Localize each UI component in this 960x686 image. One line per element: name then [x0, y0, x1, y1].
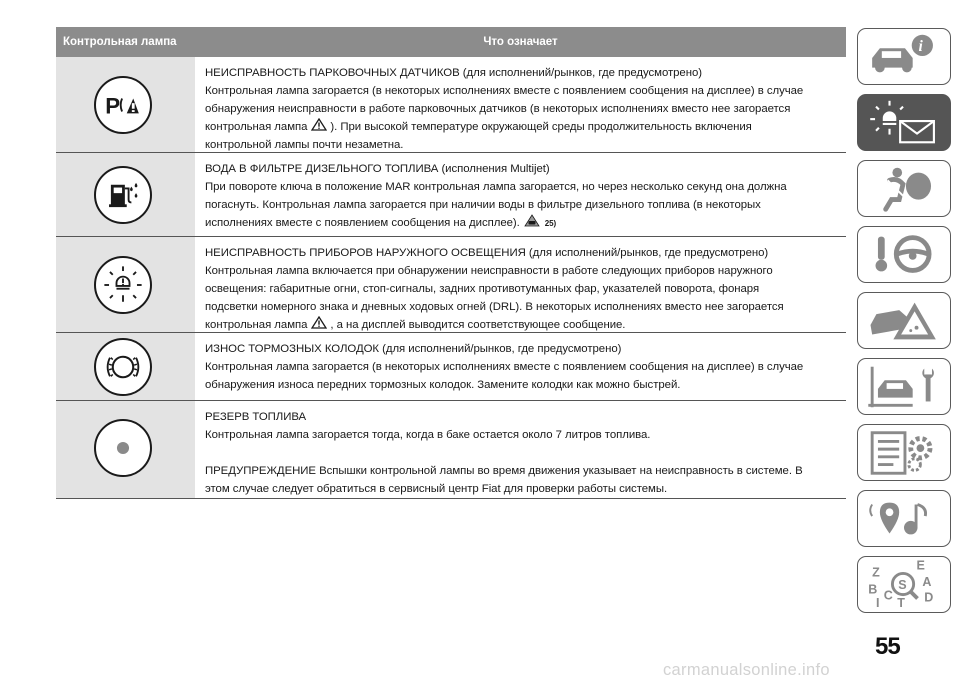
- row-title: ВОДА В ФИЛЬТРЕ ДИЗЕЛЬНОГО ТОПЛИВА (исполнения Multijet): [205, 163, 550, 175]
- header-lamp: Контрольная лампа: [63, 36, 177, 48]
- index-letter: C: [883, 588, 893, 603]
- index-letter: T: [897, 596, 905, 611]
- starting-driving-icon: [858, 227, 950, 282]
- row-text: Контрольная лампа включается при обнаружении неисправности в работе следующих приборов наружного: [205, 265, 773, 277]
- lamp-cell: [56, 153, 195, 236]
- tab-emergency[interactable]: [857, 292, 951, 349]
- row-text: Контрольная лампа загорается (в некоторых исполнениях вместе с появлением сообщения на дисплее) в случае: [205, 85, 804, 97]
- tab-multimedia[interactable]: [857, 490, 951, 547]
- table-row: [56, 57, 846, 153]
- row-text: исполнениях вместе с появлением сообщения на дисплее).: [205, 217, 520, 229]
- index-letter: S: [898, 577, 907, 592]
- note-reference: 25): [544, 219, 557, 228]
- row-warning: этом случае следует обратиться в сервисный центр Fiat для проверки работы системы.: [205, 483, 668, 495]
- svg-text:i: i: [918, 38, 923, 56]
- lamp-cell: [56, 237, 195, 332]
- row-text: Контрольная лампа загорается (в некоторых исполнениях вместе с появлением сообщения на дисплее) в случае: [205, 361, 804, 373]
- table-row: [56, 401, 846, 499]
- safety-airbag-icon: [858, 161, 950, 216]
- row-title: НЕИСПРАВНОСТЬ ПАРКОВОЧНЫХ ДАТЧИКОВ (для исполнений/рынков, где предусмотрено): [205, 67, 702, 79]
- index-letter: A: [922, 574, 932, 589]
- car-info-icon: [858, 29, 950, 84]
- table-row: [56, 237, 846, 333]
- tab-starting-driving[interactable]: [857, 226, 951, 283]
- index-letter: I: [876, 596, 880, 611]
- meaning-cell: [195, 333, 846, 400]
- row-text: обнаружения износа передних тормозных колодок. Замените колодки как можно быстрей.: [205, 379, 681, 391]
- table-row: [56, 333, 846, 401]
- lamp-cell: [56, 57, 195, 152]
- row-text: При повороте ключа в положение MAR контрольная лампа загорается, но через несколько секунд она должна: [205, 181, 787, 193]
- row-text: , а на дисплей выводится соответствующее сообщение.: [330, 319, 626, 331]
- watermark: carmanualsonline.info: [663, 661, 830, 679]
- car-warning-icon: [524, 214, 540, 227]
- row-text: контрольной лампы почти незаметна.: [205, 139, 404, 151]
- tab-warning-lights[interactable]: [857, 94, 951, 151]
- brake-pad-wear-icon: [94, 338, 152, 396]
- lamp-cell: [56, 401, 195, 498]
- row-title: РЕЗЕРВ ТОПЛИВА: [205, 411, 307, 423]
- tab-technical-data[interactable]: [857, 424, 951, 481]
- emergency-icon: [858, 293, 950, 348]
- index-letter: B: [868, 582, 878, 597]
- meaning-cell: [195, 401, 846, 498]
- multimedia-icon: [858, 491, 950, 546]
- lamp-cell: [56, 333, 195, 400]
- index-letter: E: [916, 558, 925, 573]
- row-text: Контрольная лампа загорается тогда, когда в баке остается около 7 литров топлива.: [205, 429, 651, 441]
- meaning-cell: [195, 57, 846, 152]
- tab-car-info[interactable]: [857, 28, 951, 85]
- row-text: обнаружения неисправности в работе парковочных датчиков (в некоторых исполнениях вместо нее загорается: [205, 103, 791, 115]
- row-text: контрольная лампа: [205, 121, 308, 133]
- warning-lights-messages-icon: [858, 95, 950, 150]
- warning-lights-table: [56, 27, 846, 499]
- index-letter: Z: [872, 565, 880, 580]
- tab-maintenance[interactable]: [857, 358, 951, 415]
- row-title: ИЗНОС ТОРМОЗНЫХ КОЛОДОК (для исполнений/рынков, где предусмотрено): [205, 343, 622, 355]
- maintenance-icon: [858, 359, 950, 414]
- svg-text:P: P: [105, 93, 121, 119]
- technical-data-icon: [858, 425, 950, 480]
- row-title: НЕИСПРАВНОСТЬ ПРИБОРОВ НАРУЖНОГО ОСВЕЩЕНИЯ (для исполнений/рынков, где предусмотрено): [205, 247, 769, 259]
- tab-index[interactable]: [857, 556, 951, 613]
- table-header: [56, 27, 846, 57]
- row-text: подсветки номерного знака и дневных ходовых огней (DRL). В некоторых исполнениях вместо нее загорается: [205, 301, 784, 313]
- fuel-reserve-icon: [94, 419, 152, 477]
- row-text: погаснуть. Контрольная лампа загорается при наличии воды в фильтре дизельного топлива (в некоторых: [205, 199, 761, 211]
- row-text: контрольная лампа: [205, 319, 308, 331]
- row-warning: ПРЕДУПРЕЖДЕНИЕ Вспышки контрольной лампы во время движения указывает на неисправность в системе. В: [205, 465, 803, 477]
- tab-safety[interactable]: [857, 160, 951, 217]
- parking-sensor-icon: [94, 76, 152, 134]
- warning-triangle-icon: [311, 118, 327, 131]
- page-number: 55: [875, 633, 900, 660]
- warning-triangle-icon: [311, 316, 327, 329]
- index-icon: [858, 557, 950, 612]
- table-row: [56, 153, 846, 237]
- header-meaning: Что означает: [483, 36, 558, 48]
- meaning-cell: [195, 153, 846, 236]
- row-text: ). При высокой температуре окружающей среды продолжительность включения: [330, 121, 752, 133]
- row-text: освещения: габаритные огни, стоп-сигналы, задних противотуманных фар, указателей поворота, фонаря: [205, 283, 760, 295]
- index-letter: D: [924, 590, 934, 605]
- water-in-fuel-icon: [94, 166, 152, 224]
- exterior-light-fault-icon: [94, 256, 152, 314]
- meaning-cell: [195, 237, 846, 332]
